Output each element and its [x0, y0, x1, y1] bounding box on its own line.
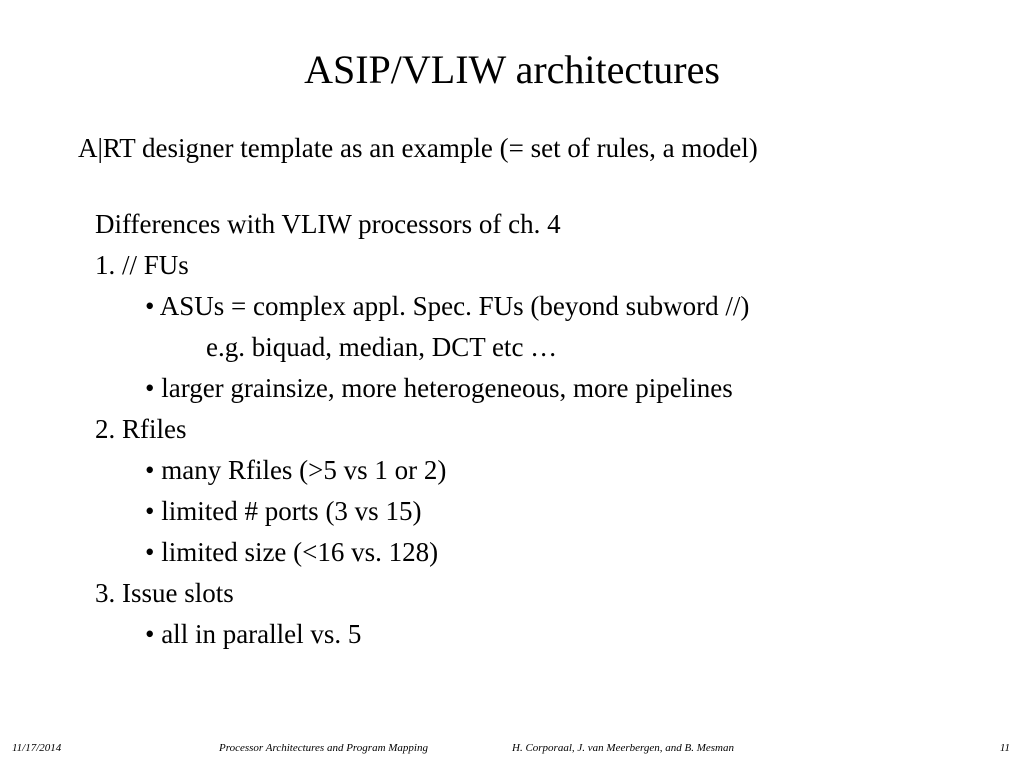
- slide-title: ASIP/VLIW architectures: [304, 47, 720, 92]
- list-item-fus: 1. // FUs: [95, 250, 189, 280]
- bullet-many-rfiles: • many Rfiles (>5 vs 1 or 2): [145, 455, 447, 485]
- bullet-asus-example: e.g. biquad, median, DCT etc …: [206, 332, 558, 362]
- footer-authors: H. Corporaal, J. van Meerbergen, and B. Mesman: [512, 742, 734, 754]
- list-item-rfiles: 2. Rfiles: [95, 414, 187, 444]
- bullet-asus: • ASUs = complex appl. Spec. FUs (beyond subword //): [145, 291, 750, 321]
- bullet-limited-ports: • limited # ports (3 vs 15): [145, 496, 422, 526]
- section-heading: Differences with VLIW processors of ch. 4: [95, 209, 561, 239]
- page-number: 11: [999, 742, 1010, 754]
- bullet-grainsize: • larger grainsize, more heterogeneous, more pipelines: [145, 373, 733, 403]
- bullet-parallel: • all in parallel vs. 5: [145, 619, 362, 649]
- footer-date: 11/17/2014: [12, 742, 62, 754]
- slide-subtitle: A|RT designer template as an example (= set of rules, a model): [78, 133, 758, 163]
- footer-course: Processor Architectures and Program Mapping: [219, 742, 428, 754]
- list-item-issue-slots: 3. Issue slots: [95, 578, 234, 608]
- bullet-limited-size: • limited size (<16 vs. 128): [145, 537, 439, 567]
